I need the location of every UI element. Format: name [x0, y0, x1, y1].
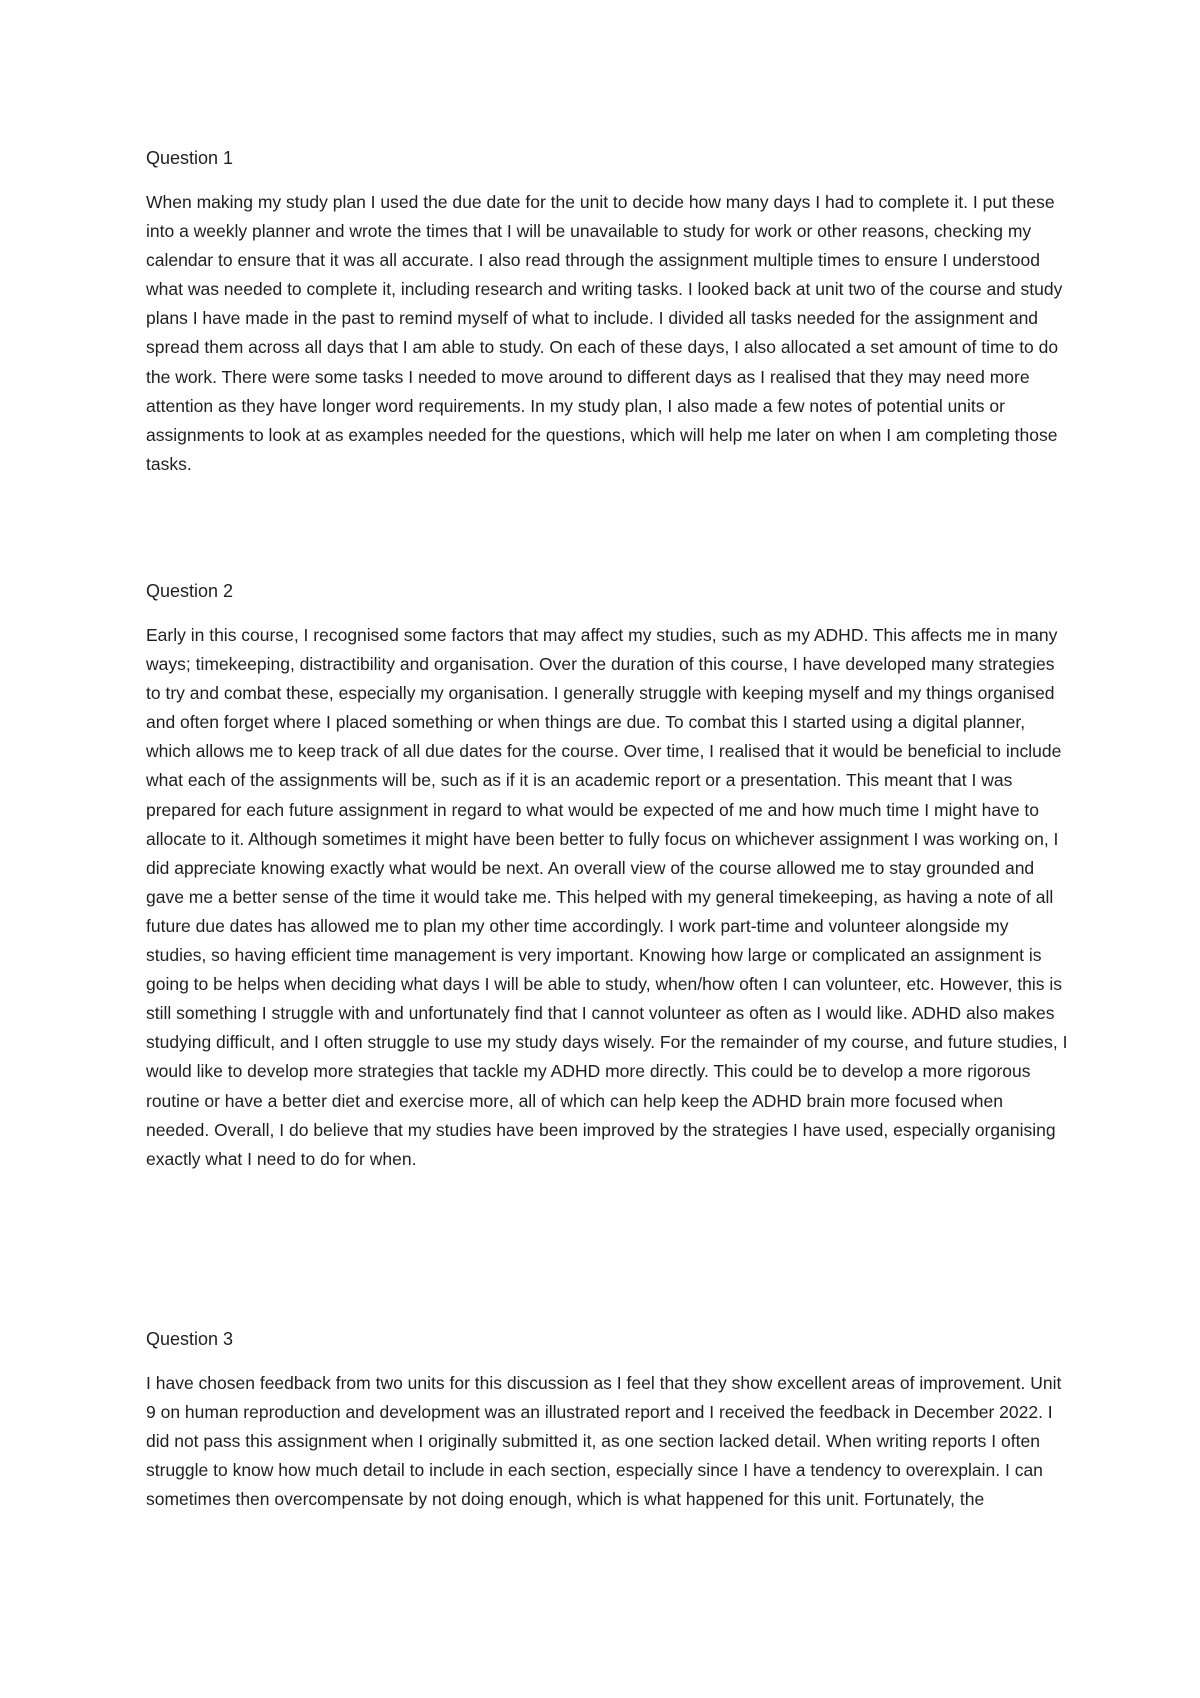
question-3-section [146, 1325, 1071, 1514]
question-1-section [146, 144, 1071, 479]
question-3-heading: Question 3 [146, 1329, 234, 1349]
question-2-heading: Question 2 [146, 581, 234, 601]
question-2-section [146, 577, 1071, 1174]
question-3-answer: I have chosen feedback from two units for this discussion as I feel that they show excellent areas of improvement. Unit 9 on human reproduction and development was an illustrated report and I received the feedback in December 2022. I did not pass this assignment when I originally submitted it, as one section lacked detail. When writing reports I often struggle to know how much detail to include in each section, especially since I have a tendency to overexplain. I can sometimes then overcompensate by not doing enough, which is what happened for this unit. Fortunately, the [146, 1373, 1062, 1510]
question-1-answer: When making my study plan I used the due date for the unit to decide how many days I had to complete it. I put these into a weekly planner and wrote the times that I will be unavailable to study for work or other reasons, checking my calendar to ensure that it was all accurate. I also read through the assignment multiple times to ensure I understood what was needed to complete it, including research and writing tasks. I looked back at unit two of the course and study plans I have made in the past to remind myself of what to include. I divided all tasks needed for the assignment and spread them across all days that I am able to study. On each of these days, I also allocated a set amount of time to do the work. There were some tasks I needed to move around to different days as I realised that they may need more attention as they have longer word requirements. In my study plan, I also made a few notes of potential units or assignments to look at as examples needed for the questions, which will help me later on when I am completing those tasks. [146, 192, 1063, 474]
question-2-answer: Early in this course, I recognised some factors that may affect my studies, such as my ADHD. This affects me in many ways; timekeeping, distractibility and organisation. Over the duration of this course, I have developed many strategies to try and combat these, especially my organisation. I generally struggle with keeping myself and my things organised and often forget where I placed something or when things are due. To combat this I started using a digital planner, which allows me to keep track of all due dates for the course. Over time, I realised that it would be beneficial to include what each of the assignments will be, such as if it is an academic report or a presentation. This meant that I was prepared for each future assignment in regard to what would be expected of me and how much time I might have to allocate to it. Although sometimes it might have been better to fully focus on whichever assignment I was working on, I did appreciate knowing exactly what would be next. An overall view of the course allowed me to stay grounded and gave me a better sense of the time it would take me. This helped with my general timekeeping, as having a note of all future due dates has allowed me to plan my other time accordingly. I work part-time and volunteer alongside my studies, so having efficient time management is very important. Knowing how large or complicated an assignment is going to be helps when deciding what days I will be able to study, when/how often I can volunteer, etc. However, this is still something I struggle with and unfortunately find that I cannot volunteer as often as I would like. ADHD also makes studying difficult, and I often struggle to use my study days wisely. For the remainder of my course, and future studies, I would like to develop more strategies that tackle my ADHD more directly. This could be to develop a more rigorous routine or have a better diet and exercise more, all of which can help keep the ADHD brain more focused when needed. Overall, I do believe that my studies have been improved by the strategies I have used, especially organising exactly what I need to do for when. [146, 625, 1068, 1169]
question-1-heading: Question 1 [146, 148, 234, 168]
